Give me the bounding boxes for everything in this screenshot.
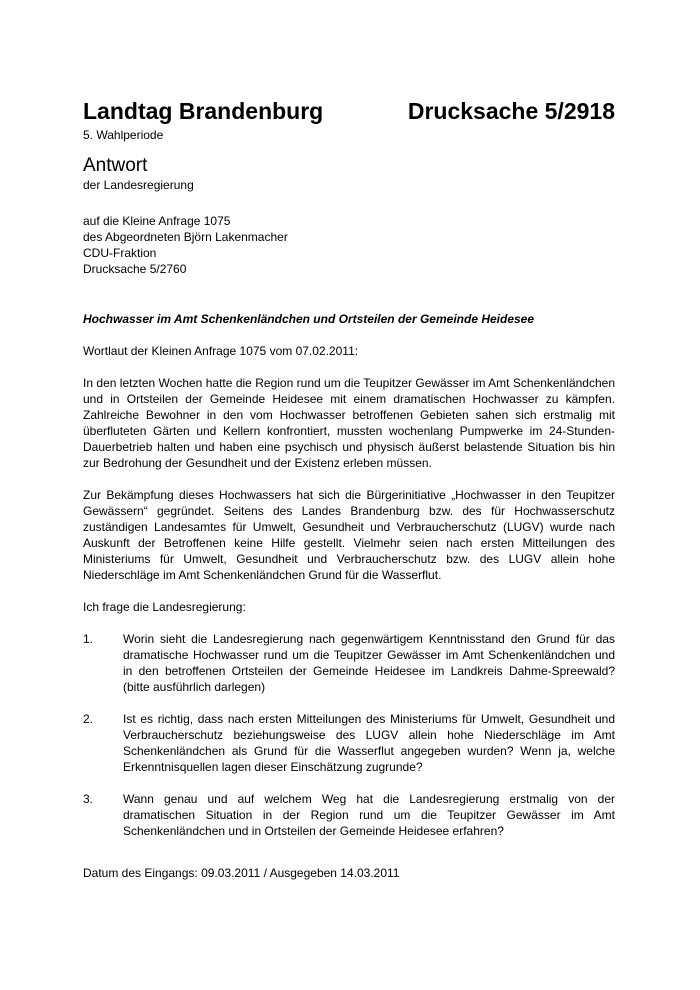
question-list: [83, 631, 615, 839]
document-type-subtitle: der Landesregierung: [83, 178, 194, 192]
question-intro: Ich frage die Landesregierung:: [83, 600, 246, 614]
question-text: Ist es richtig, dass nach ersten Mitteilungen des Ministeriums für Umwelt, Gesundheit und Verbraucherschutz beziehungsweise des LUGV allein hohe Niederschläge im Amt Schenkenländchen als Grund für die Wasserflut angegeben wurden? Wenn ja, welche Erkenntnisquellen lagen dieser Einschätzung zugrunde?: [123, 712, 615, 774]
reference-line: des Abgeordneten Björn Lakenmacher: [83, 230, 288, 244]
question-item: [83, 711, 615, 775]
document-number: Drucksache 5/2918: [407, 98, 615, 124]
reference-line: auf die Kleine Anfrage 1075: [83, 214, 231, 228]
question-text: Wann genau und auf welchem Weg hat die Landesregierung erstmalig von der dramatischen Situation in der Region rund um die Teupitzer Gewässer im Amt Schenkenländchen und in Ortsteilen der Gemeinde Heidesee erfahren?: [123, 792, 615, 838]
document-header: [83, 98, 615, 128]
document-page: [83, 98, 615, 881]
subject-heading: Hochwasser im Amt Schenkenländchen und Ortsteilen der Gemeinde Heidesee: [83, 312, 535, 326]
document-type-title: Antwort: [83, 155, 148, 176]
question-item: [83, 791, 615, 839]
legislative-period: 5. Wahlperiode: [83, 128, 164, 142]
reference-block: [83, 213, 615, 277]
receipt-dates: Datum des Eingangs: 09.03.2011 / Ausgegeben 14.03.2011: [83, 866, 400, 880]
body-paragraph: In den letzten Wochen hatte die Region rund um die Teupitzer Gewässer im Amt Schenkenländchen und in Ortsteilen der Gemeinde Heidesee mit einem dramatischen Hochwasser zu kämpfen. Zahlreiche Bewohner in den vom Hochwasser betroffenen Gebieten sahen sich erstmalig mit überfluteten Gärten und Kellern konfrontiert, mussten wochenlang Pumpwerke im 24-Stunden-Dauerbetrieb halten und haben eine psychisch und physisch äußerst belastende Situation bis hin zur Bedrohung der Gesundheit und der Existenz erleben müssen.: [83, 376, 615, 470]
question-number: 2.: [83, 712, 94, 726]
body-paragraph: Zur Bekämpfung dieses Hochwassers hat sich die Bürgerinitiative „Hochwasser in den Teupitzer Gewässern“ gegründet. Seitens des Landes Brandenburg bzw. des für Hochwasserschutz zuständigen Landesamtes für Umwelt, Gesundheit und Verbraucherschutz (LUGV) wurde nach Auskunft der Betroffenen keine Hilfe gestellt. Vielmehr seien nach ersten Mitteilungen des Ministeriums für Umwelt, Gesundheit und Verbraucherschutz bzw. des LUGV allein hohe Niederschläge im Amt Schenkenländchen Grund für die Wasserflut.: [83, 488, 615, 582]
reference-line: CDU-Fraktion: [83, 246, 157, 260]
reference-line: Drucksache 5/2760: [83, 262, 187, 276]
question-number: 3.: [83, 792, 94, 806]
question-text: Worin sieht die Landesregierung nach gegenwärtigem Kenntnisstand den Grund für das dramatische Hochwasser rund um die Teupitzer Gewässer im Amt Schenkenländchen und in den betroffenen Ortsteilen der Gemeinde Heidesee im Landkreis Dahme-Spreewald? (bitte ausführlich darlegen): [123, 632, 615, 694]
parliament-title: Landtag Brandenburg: [83, 98, 324, 124]
wortlaut-line: Wortlaut der Kleinen Anfrage 1075 vom 07.02.2011:: [83, 344, 359, 358]
question-number: 1.: [83, 632, 94, 646]
question-item: [83, 631, 615, 695]
